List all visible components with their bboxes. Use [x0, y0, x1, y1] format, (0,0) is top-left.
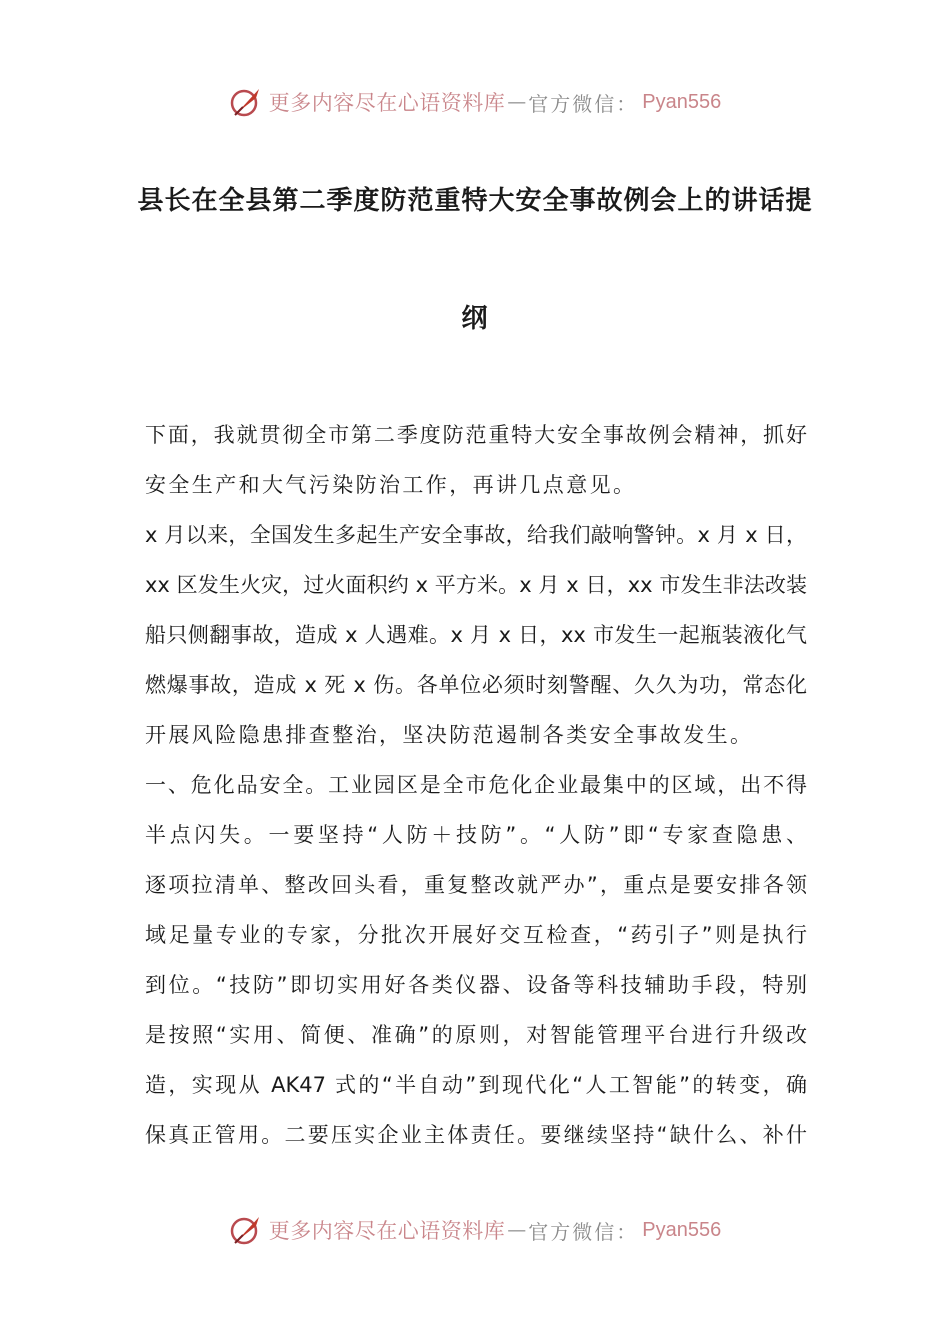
document-body	[145, 412, 807, 1162]
body-line: 安全生产和大气污染防治工作，再讲几点意见。	[145, 473, 637, 497]
banner-wechat-label: 官方微信：	[528, 91, 639, 116]
body-line: xx 区发生火灾，过火面积约 x 平方米。x 月 x 日，xx 市发生非法改装	[145, 573, 807, 597]
banner-dash: —	[507, 91, 527, 113]
document-title-line-1: 县长在全县第二季度防范重特大安全事故例会上的讲话提	[137, 186, 813, 216]
body-line: x 月以来，全国发生多起生产安全事故，给我们敲响警钟。x 月 x 日，	[145, 523, 807, 547]
quill-logo-icon	[229, 85, 263, 119]
body-line: 下面，我就贯彻全市第二季度防范重特大安全事故例会精神，抓好	[145, 423, 807, 447]
body-line: 造，实现从 AK47 式的“半自动”到现代化“人工智能”的转变，确	[145, 1073, 807, 1097]
banner-dash: —	[507, 1219, 527, 1241]
body-line: 是按照“实用、简便、准确”的原则，对智能管理平台进行升级改	[145, 1023, 807, 1047]
document-title-line-2: 纲	[461, 304, 489, 334]
body-line: 到位。“技防”即切实用好各类仪器、设备等科技辅助手段，特别	[145, 973, 807, 997]
body-line: 半点闪失。一要坚持“人防＋技防”。“人防”即“专家查隐患、	[145, 823, 807, 847]
body-line: 保真正管用。二要压实企业主体责任。要继续坚持“缺什么、补什	[145, 1123, 807, 1147]
header-watermark-banner	[0, 80, 950, 124]
body-line: 开展风险隐患排查整治，坚决防范遏制各类安全事故发生。	[145, 723, 754, 747]
banner-wechat-id: Pyan556	[642, 90, 722, 113]
body-line: 一、危化品安全。工业园区是全市危化企业最集中的区域，出不得	[145, 773, 807, 797]
banner-wechat-label: 官方微信：	[528, 1219, 639, 1244]
banner-wechat-id: Pyan556	[642, 1218, 722, 1241]
body-line: 燃爆事故，造成 x 死 x 伤。各单位必须时刻警醒、久久为功，常态化	[145, 673, 807, 697]
quill-logo-icon	[229, 1213, 263, 1247]
body-line: 逐项拉清单、整改回头看，重复整改就严办”，重点是要安排各领	[145, 873, 807, 897]
body-line: 船只侧翻事故，造成 x 人遇难。x 月 x 日，xx 市发生一起瓶装液化气	[145, 623, 807, 647]
footer-watermark-banner	[0, 1208, 950, 1252]
body-line: 域足量专业的专家，分批次开展好交互检查，“药引子”则是执行	[145, 923, 807, 947]
banner-prefix-text: 更多内容尽在心语资料库	[268, 1219, 506, 1243]
banner-prefix-text: 更多内容尽在心语资料库	[268, 91, 506, 115]
